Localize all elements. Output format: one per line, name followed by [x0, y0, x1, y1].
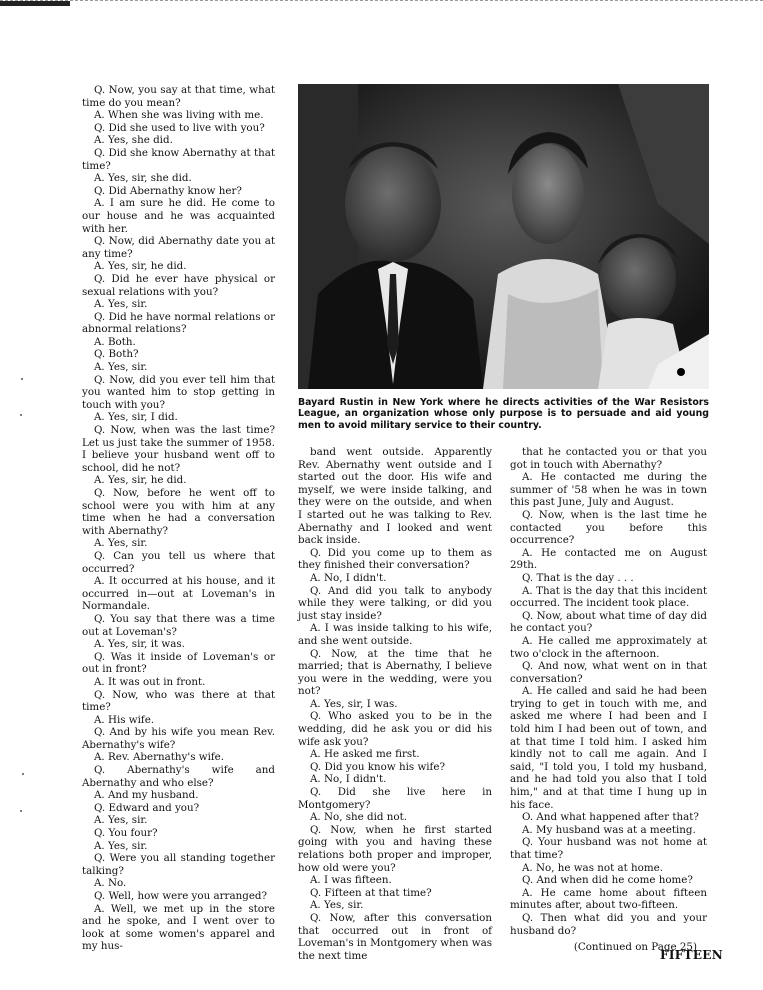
paragraph: A. He asked me first. [310, 748, 420, 761]
margin-speck [20, 414, 22, 416]
continued-note: (Continued on Page 25) [573, 941, 697, 954]
paragraph: Q. Now, before he went off to school were you with him at any time when he had a conversation with Abernathy? [82, 487, 275, 537]
paragraph: A. No, she did not. [310, 811, 408, 824]
paragraph: band went outside. Apparently Rev. Abernathy went outside and I started out the door. His wife and myself, we were inside talking, and they were on the outside, and when I started out he was talking to Rev. Abernathy and I looked and went back inside. [298, 446, 492, 547]
photo-caption: Bayard Rustin in New York where he directs activities of the War Resistors League, an organization whose only purpose is to persuade and aid young men to avoid military service to their country. [298, 397, 709, 431]
paragraph: A. No. [94, 877, 127, 890]
page-number: FIFTEEN [660, 948, 723, 962]
paragraph: A. Yes, sir. [94, 537, 148, 550]
paragraph: Q. Did you know his wife? [310, 760, 445, 773]
text-column-2 [298, 446, 492, 962]
paragraph: A. Well, we met up in the store and he spoke, and I went over to look at some women's apparel and my hus- [82, 902, 275, 953]
paragraph: A. He contacted me on August 29th. [510, 546, 707, 572]
paragraph: Q. You four? [94, 827, 158, 840]
paragraph: Q. Did Abernathy know her? [94, 184, 242, 197]
paragraph: Q. Now, you say at that time, what time do you mean? [82, 84, 275, 109]
paragraph: Q. Fifteen at that time? [310, 886, 432, 899]
paragraph: A. Yes, sir, she did. [94, 172, 192, 185]
paragraph: A. Yes, sir, he did. [94, 260, 187, 273]
paragraph: A. Yes, sir. [310, 899, 364, 912]
paragraph: A. Yes, sir, he did. [94, 474, 187, 487]
paragraph: Q. Now, did Abernathy date you at any time? [82, 235, 275, 260]
paragraph: Q. Now, when he first started going with you and having these relations both proper and improper, how old were you? [298, 823, 492, 874]
text-column-1 [82, 84, 275, 953]
paragraph: Q. Well, how were you arranged? [94, 890, 268, 902]
paragraph: A. Yes, sir. [94, 814, 148, 827]
paragraph: Q. Now, who was there at that time? [82, 688, 275, 714]
paragraph: A. I was inside talking to his wife, and she went outside. [298, 622, 492, 647]
paragraph: A. Yes, sir. [94, 298, 148, 311]
paragraph: A. My husband was at a meeting. [522, 823, 696, 836]
paragraph: Q. Were you all standing together talking? [82, 852, 275, 877]
paragraph: A. Yes, sir, it was. [94, 638, 185, 651]
paragraph: A. It was out in front. [94, 675, 206, 688]
paragraph: Q. And by his wife you mean Rev. Abernathy's wife? [82, 726, 275, 751]
margin-speck [22, 773, 24, 775]
paragraph: Q. Did you come up to them as they finished their conversation? [298, 546, 492, 572]
paragraph: Q. Then what did you and your husband do? [510, 911, 707, 937]
paragraph: A. No, I didn't. [310, 571, 387, 584]
paragraph: A. He called me approximately at two o'clock in the afternoon. [510, 634, 707, 660]
paragraph: Q. That is the day . . . [522, 571, 634, 584]
photo-illustration [298, 84, 709, 389]
paragraph: A. Yes, sir. [94, 361, 148, 374]
paragraph: A. No, he was not at home. [522, 861, 663, 874]
paragraph: A. Yes, sir. [94, 839, 148, 852]
paragraph: A. He contacted me during the summer of '58 when he was in town this past June, July and August. [510, 471, 707, 509]
paragraph: A. Yes, sir, I did. [94, 411, 178, 424]
paragraph: A. When she was living with me. [94, 109, 264, 122]
paragraph: Q. Did she know Abernathy at that time? [82, 146, 275, 172]
text-column-3 [510, 446, 707, 954]
margin-speck [20, 810, 22, 812]
paragraph: Q. Now, did you ever tell him that you wanted him to stop getting in touch with you? [82, 373, 275, 411]
paragraph: Q. Abernathy's wife and Abernathy and who else? [82, 764, 275, 789]
paragraph: Q. Now, about what time of day did he contact you? [510, 609, 707, 635]
paragraph: Q. Was it inside of Loveman's or out in front? [82, 650, 275, 676]
paragraph: A. I am sure he did. He come to our house and he was acquainted with her. [82, 197, 275, 235]
paragraph: Q. Now, when is the last time he contacted you before this occurrence? [510, 508, 707, 547]
paragraph: O. And what happened after that? [522, 811, 699, 824]
paragraph: Q. Did he ever have physical or sexual relations with you? [82, 272, 275, 298]
paragraph: A. Rev. Abernathy's wife. [94, 751, 225, 764]
paragraph: A. It occurred at his house, and it occurred in—out at Loveman's in Normandale. [82, 575, 275, 613]
margin-speck [21, 378, 23, 380]
paragraph: A. Yes, sir, I was. [310, 697, 398, 710]
paragraph: Q. You say that there was a time out at Loveman's? [82, 612, 275, 638]
paragraph: A. Both. [94, 335, 136, 348]
paragraph: Q. Now, after this conversation that occurred out in front of Loveman's in Montgomery when was the next time [298, 911, 492, 962]
paragraph: Q. Edward and you? [94, 801, 200, 814]
paragraph: that he contacted you or that you got in touch with Abernathy? [510, 446, 707, 471]
paragraph: Q. And when did he come home? [522, 874, 693, 887]
paragraph: Q. And now, what went on in that conversation? [510, 660, 707, 685]
paragraph: A. No, I didn't. [310, 773, 387, 786]
paragraph: A. His wife. [94, 713, 155, 726]
top-edge-mark [0, 1, 70, 6]
paragraph: A. He came home about fifteen minutes after, about two-fifteen. [510, 886, 707, 912]
paragraph: A. And my husband. [94, 789, 199, 802]
paragraph: A. I was fifteen. [310, 874, 392, 887]
paragraph: Q. Now, at the time that he married; that is Abernathy, I believe you were in the wedding, were you not? [298, 647, 492, 698]
paragraph: Q. Did she used to live with you? [94, 121, 265, 134]
photograph [298, 84, 709, 389]
top-edge [0, 0, 763, 6]
paragraph: Q. Can you tell us where that occurred? [82, 549, 275, 575]
paragraph: A. He called and said he had been trying to get in touch with me, and asked me where I had been and I told him I had been out of town, and at that time I told him. I asked him kindly not to call me again. And I said, "I told you, I told my husband, and he had told you also that I told him," and at that time I hung up in his face. [510, 685, 707, 811]
paragraph: Q. Now, when was the last time? Let us just take the summer of 1958. I believe your husband went off to school, did he not? [82, 424, 275, 474]
paragraph: A. Yes, she did. [94, 134, 173, 147]
paragraph: Q. And did you talk to anybody while they were talking, or did you just stay inside? [298, 584, 492, 622]
paragraph: Q. Who asked you to be in the wedding, did he ask you or did his wife ask you? [298, 710, 492, 748]
paragraph: Q. Did he have normal relations or abnormal relations? [82, 310, 275, 336]
paragraph: Q. Both? [94, 348, 139, 361]
paragraph: A. That is the day that this incident occurred. The incident took place. [510, 584, 707, 610]
paragraph: Q. Did she live here in Montgomery? [298, 786, 492, 811]
paragraph: Q. Your husband was not home at that time? [510, 836, 707, 861]
